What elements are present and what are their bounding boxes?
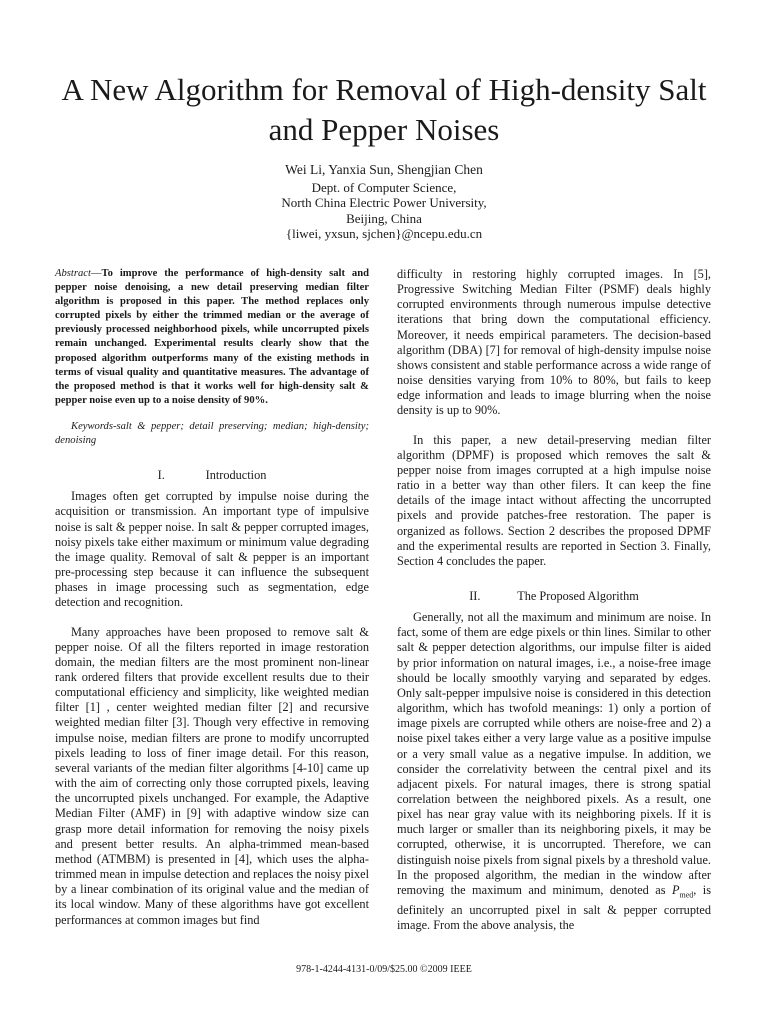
left-column [55,267,369,928]
author-block [150,162,618,242]
right-column [397,267,711,933]
abstract-text: To improve the performance of high-density salt and pepper noise denoising, a new detail preserving median filter algorithm is proposed in this paper. The method replaces only corrupted pixels by either the trimmed median or the average of previously processed neighborhood pixels, while uncorrupted pixels remain unchanged. Experimental results clearly show that the proposed algorithm outperforms many of the existing methods in terms of visual quality and quantitative measures. The advantage of the proposed method is that it works well for high-density salt & pepper noise even up to a noise density of 90%. [55,268,369,406]
p-med-subscript: med [679,890,694,900]
section-heading-introduction [55,468,369,483]
author-email: {liwei, yxsun, sjchen}@ncepu.edu.cn [285,226,483,241]
affiliation-line: Beijing, China [346,210,422,226]
abstract [55,267,369,408]
algorithm-paragraph-1 [397,610,711,933]
section-title: The Proposed Algorithm [517,588,639,603]
affiliation-line: North China Electric Power University, [281,195,487,210]
abstract-label: Abstract [55,268,91,279]
keywords: Keywords-salt & pepper; detail preserving; median; high-density; denoising [55,420,369,447]
title-line-1: A New Algorithm for Removal of High-density Salt [61,72,707,107]
copyright-footer: 978-1-4244-4131-0/09/$25.00 ©2009 IEEE [296,964,472,975]
abstract-dash: — [90,268,102,279]
affiliation-line: Dept. of Computer Science, [311,179,457,195]
intro-paragraph-4: In this paper, a new detail-preserving median filter algorithm (DPMF) is proposed which removes the salt & pepper noise from images corrupted at a high impulse noise ratio in a better way than other filers. It can keep the fine details of the image intact without affecting the uncorrupted pixels and provide patches-free restoration. The paper is organized as follows. Section 2 describes the proposed DPMF and the experimental results are reported in Section 3. Finally, Section 4 concludes the paper. [397,432,711,568]
intro-paragraph-1: Images often get corrupted by impulse noise during the acquisition or transmission. An important type of impulsive noise is salt & pepper noise. In salt & pepper corrupted images, noisy pixels take either maximum or minimum value degrading the image quality. Removal of salt & pepper is an important pre-processing step because it can influence the subsequent phases in image processing such as segmentation, edge detection and recognition. [55,489,369,610]
section-heading-proposed-algorithm [397,589,711,604]
section-number: II. [469,588,481,603]
section-number: I. [157,468,165,483]
paper-title [40,70,728,150]
author-names: Wei Li, Yanxia Sun, Shengjian Chen [285,162,483,177]
algorithm-text: Generally, not all the maximum and minimum are noise. In fact, some of them are edge pixels or thin lines. Similar to other salt & pepper detection algorithms, our impulse filter is aided by prior information on natural images, i.e., a noise-free image should be locally smoothly varying and separated by edges. Only salt-pepper impulsive noise is considered in this detection algorithm, which has twofold meanings: 1) only a portion of image pixels are corrupted while others are noise-free and 2) a noise pixel takes either a very large value as a positive impulse or a very small value as a negative impulse. In addition, we consider the correlativity between the central pixel and its adjacent pixels. For natural images, there is strong spatial correlation between the neighbored pixels. As a result, one pixel has near gray value with its neighboring pixels. If it is much larger or smaller than its neighboring pixels, it may be corrupted, otherwise, it is uncorrupted. Therefore, we can distinguish noise pixels from signal pixels by a threshold value. In the proposed algorithm, the median in the window after removing the maximum and minimum, denoted as [397,610,711,897]
intro-paragraph-2: Many approaches have been proposed to remove salt & pepper noise. Of all the filters reported in image restoration domain, the median filters are the most prominent non-linear rank ordered filters that provide excellent results due to their computational efficiency and simplicity, like weighted median filter [1] , center weighted median filter [2] and recursive weighted median filter [3]. Though very effective in removing impulse noise, median filters are prone to modify uncorrupted pixels leading to loss of finer image detail. For this reason, several variants of the median filter algorithms [4-10] came up with the aim of correcting only those corrupted pixels, leaving the uncorrupted pixels unchanged. For example, the Adaptive Median Filter (AMF) in [9] with adaptive window size can grasp more detail information for removing the noisy pixels and present better results. An alpha-trimmed mean-based method (ATMBM) is presented in [4], which uses the alpha-trimmed mean in impulse detection and replaces the noisy pixel by a linear combination of its original value and the median of its local window. Many of these algorithms have got excellent performances at common images but find [55,624,369,927]
section-title: Introduction [205,468,267,483]
p-med-symbol: P [671,882,680,897]
title-line-2: and Pepper Noises [268,112,500,147]
intro-paragraph-3: difficulty in restoring highly corrupted images. In [5], Progressive Switching Median Filter (PSMF) deals highly corrupted environments through numerous impulse detective iterations that bring down the computational efficiency. Moreover, it needs empirical parameters. The decision-based algorithm (DBA) [7] for removal of high-density impulse noise shows consistent and stable performance across a wide range of noise densities varying from 10% to 80%, but fails to keep edge information and leads to image blurring when the noise density is up to 90%. [397,267,711,418]
algorithm-text-continued: , is definitely an uncorrupted pixel in salt & pepper corrupted image. From the above analysis, the [397,882,711,932]
